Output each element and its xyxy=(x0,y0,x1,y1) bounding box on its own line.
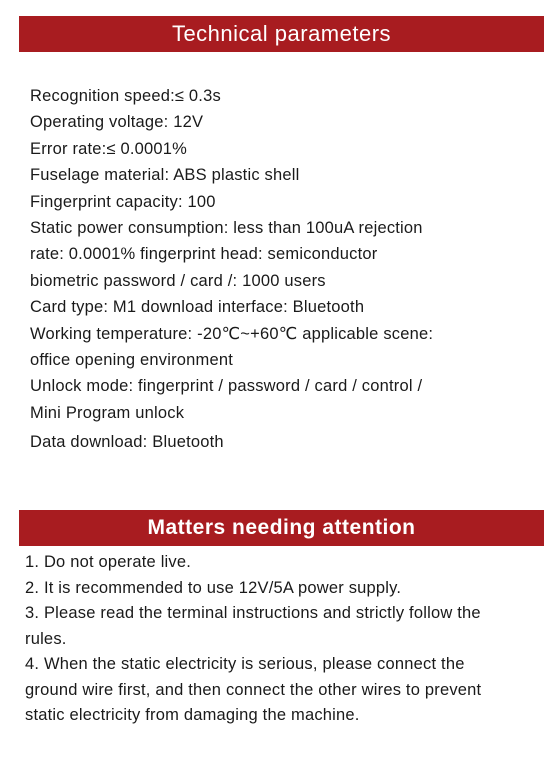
param-line: office opening environment xyxy=(30,351,234,370)
param-line: Recognition speed:≤ 0.3s xyxy=(30,87,221,105)
param-line: Fingerprint capacity: 100 xyxy=(30,192,216,211)
param-line: Card type: M1 download interface: Bluetooth xyxy=(30,298,365,317)
attention-heading: Matters needing attention xyxy=(19,510,544,546)
param-line: Fuselage material: ABS plastic shell xyxy=(30,166,300,185)
attention-line: 1. Do not operate live. xyxy=(25,553,192,571)
technical-parameters-heading: Technical parameters xyxy=(19,16,544,52)
attention-line: 4. When the static electricity is serious, please connect the xyxy=(25,655,465,673)
param-line: Unlock mode: fingerprint / password / card / control / xyxy=(30,377,423,396)
attention-line: static electricity from damaging the machine. xyxy=(25,706,360,724)
attention-line: ground wire first, and then connect the other wires to prevent xyxy=(25,680,482,699)
param-line: Mini Program unlock xyxy=(30,403,185,422)
attention-line: rules. xyxy=(25,629,67,648)
param-line: Error rate:≤ 0.0001% xyxy=(30,139,188,158)
param-line: Data download: Bluetooth xyxy=(30,433,224,452)
param-line: rate: 0.0001% fingerprint head: semiconductor xyxy=(30,245,378,264)
attention-line: 2. It is recommended to use 12V/5A power supply. xyxy=(25,578,402,597)
param-line: Static power consumption: less than 100uA rejection xyxy=(30,219,423,238)
attention-list xyxy=(25,550,535,729)
technical-parameters-list xyxy=(30,83,530,456)
param-line: biometric password / card /: 1000 users xyxy=(30,271,326,290)
attention-line: 3. Please read the terminal instructions and strictly follow the xyxy=(25,604,481,622)
param-line: Operating voltage: 12V xyxy=(30,113,204,132)
param-line: Working temperature: -20℃~+60℃ applicable scene: xyxy=(30,324,434,343)
